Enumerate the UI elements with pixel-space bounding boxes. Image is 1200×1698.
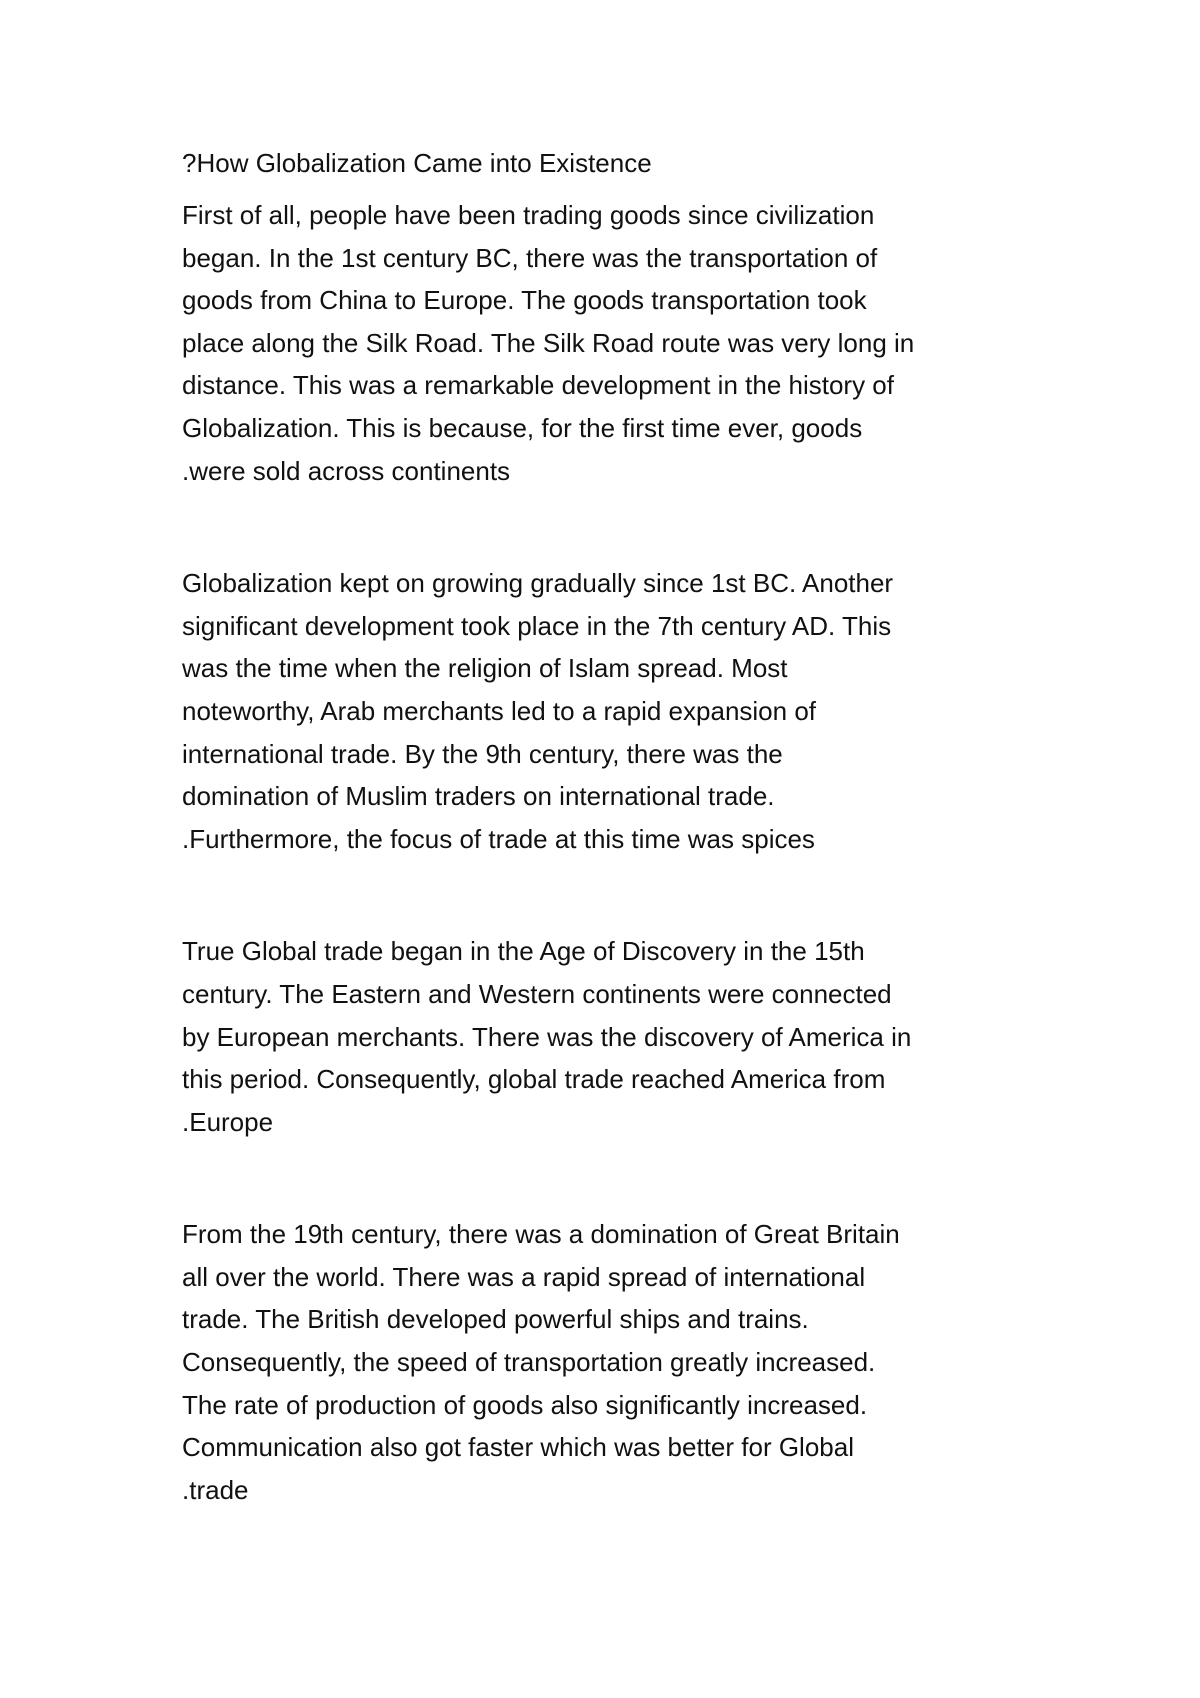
- paragraph-line: by European merchants. There was the discovery of America in: [182, 1021, 912, 1052]
- paragraph-line: Communication also got faster which was better for Global: [182, 1432, 854, 1463]
- paragraph-line: goods from China to Europe. The goods transportation took: [182, 285, 867, 316]
- paragraph-line: began. In the 1st century BC, there was the transportation of: [182, 242, 878, 273]
- paragraph-line: .were sold across continents: [182, 455, 511, 486]
- paragraph-line: Globalization. This is because, for the first time ever, goods: [182, 412, 863, 443]
- paragraph-line: The rate of production of goods also significantly increased.: [182, 1389, 868, 1420]
- paragraph-islam-trade: [182, 562, 1032, 860]
- document-title: ?How Globalization Came into Existence: [182, 148, 652, 178]
- paragraph-line: domination of Muslim traders on international trade.: [182, 781, 775, 812]
- paragraph-line: .Europe: [182, 1106, 274, 1137]
- paragraph-line: Globalization kept on growing gradually since 1st BC. Another: [182, 568, 894, 599]
- paragraph-line: Consequently, the speed of transportation greatly increased.: [182, 1347, 876, 1378]
- paragraph-silk-road: [182, 194, 1032, 492]
- paragraph-line: distance. This was a remarkable development in the history of: [182, 370, 894, 401]
- paragraph-line: this period. Consequently, global trade reached America from: [182, 1064, 886, 1095]
- paragraph-line: international trade. By the 9th century, there was the: [182, 738, 783, 769]
- paragraph-line: .trade: [182, 1474, 249, 1505]
- paragraph-line: .Furthermore, the focus of trade at this time was spices: [182, 823, 815, 854]
- paragraph-line: True Global trade began in the Age of Discovery in the 15th: [182, 936, 865, 967]
- paragraph-line: trade. The British developed powerful ships and trains.: [182, 1304, 809, 1335]
- paragraph-line: place along the Silk Road. The Silk Road route was very long in: [182, 327, 915, 358]
- paragraph-line: noteworthy, Arab merchants led to a rapid expansion of: [182, 695, 817, 726]
- paragraph-line: significant development took place in the 7th century AD. This: [182, 610, 892, 641]
- paragraph-line: From the 19th century, there was a domination of Great Britain: [182, 1219, 900, 1250]
- paragraph-line: was the time when the religion of Islam spread. Most: [182, 653, 788, 684]
- paragraph-line: First of all, people have been trading goods since civilization: [182, 200, 875, 230]
- paragraph-british-domination: [182, 1213, 1032, 1511]
- paragraph-age-of-discovery: [182, 930, 1032, 1143]
- paragraph-line: century. The Eastern and Western continents were connected: [182, 978, 892, 1009]
- document-body: [182, 146, 1032, 1511]
- paragraph-line: all over the world. There was a rapid spread of international: [182, 1261, 866, 1292]
